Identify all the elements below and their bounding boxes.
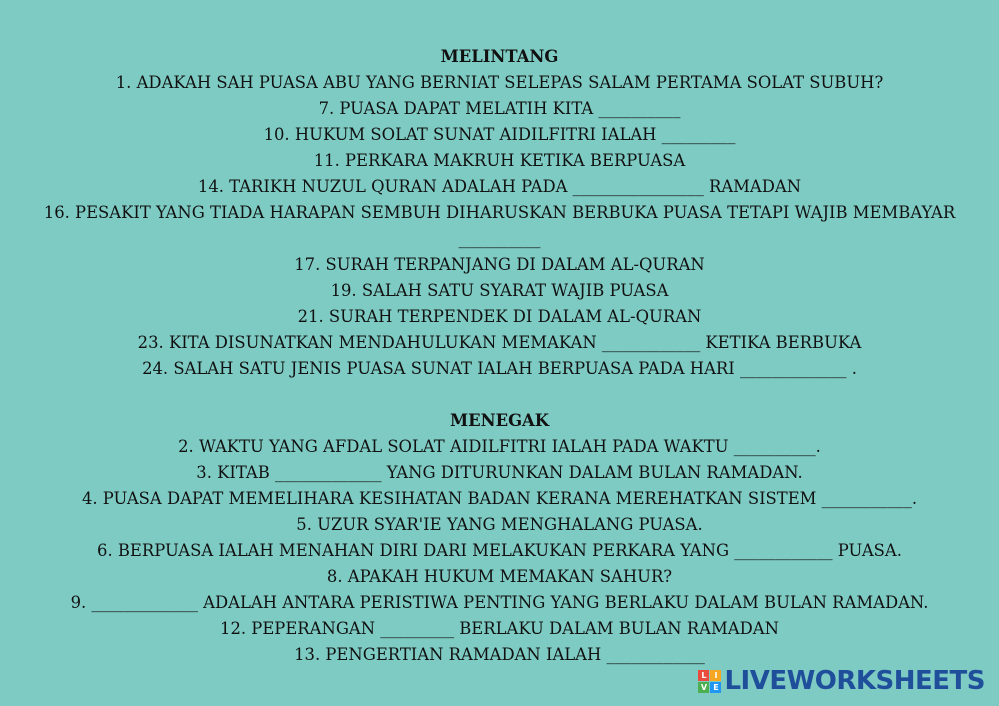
menegak-clue: 12. PEPERANGAN _________ BERLAKU DALAM BULAN RAMADAN xyxy=(220,619,779,638)
menegak-clue: 5. UZUR SYAR'IE YANG MENGHALANG PUASA. xyxy=(296,515,703,534)
menegak-clue: 4. PUASA DAPAT MEMELIHARA KESIHATAN BADAN KERANA MEREHATKAN SISTEM ___________. xyxy=(81,489,918,508)
liveworksheets-logo xyxy=(698,666,985,696)
melintang-clue: 16. PESAKIT YANG TIADA HARAPAN SEMBUH DIHARUSKAN BERBUKA PUASA TETAPI WAJIB MEMBAYAR xyxy=(43,203,956,222)
menegak-clue: 3. KITAB _____________ YANG DITURUNKAN DALAM BULAN RAMADAN. xyxy=(196,463,803,482)
melintang-clue: 11. PERKARA MAKRUH KETIKA BERPUASA xyxy=(313,151,686,170)
section-spacer xyxy=(0,382,999,408)
melintang-clue: 10. HUKUM SOLAT SUNAT AIDILFITRI IALAH _________ xyxy=(263,125,736,144)
logo-block: L xyxy=(698,670,709,681)
menegak-clue: 13. PENGERTIAN RAMADAN IALAH ____________ xyxy=(294,645,705,664)
menegak-clue: 2. WAKTU YANG AFDAL SOLAT AIDILFITRI IALAH PADA WAKTU __________. xyxy=(178,437,821,456)
logo-block: I xyxy=(710,670,721,681)
melintang-clue: 19. SALAH SATU SYARAT WAJIB PUASA xyxy=(330,281,669,300)
melintang-clue: 1. ADAKAH SAH PUASA ABU YANG BERNIAT SELEPAS SALAM PERTAMA SOLAT SUBUH? xyxy=(115,73,884,92)
menegak-clue: 9. _____________ ADALAH ANTARA PERISTIWA PENTING YANG BERLAKU DALAM BULAN RAMADAN. xyxy=(70,593,929,612)
melintang-clue: 21. SURAH TERPENDEK DI DALAM AL-QURAN xyxy=(297,307,702,326)
melintang-clue: 23. KITA DISUNATKAN MENDAHULUKAN MEMAKAN ____________ KETIKA BERBUKA xyxy=(137,333,862,352)
worksheet xyxy=(0,44,999,668)
logo-block: V xyxy=(698,682,709,693)
logo-text: LIVEWORKSHEETS xyxy=(724,666,985,696)
melintang-clue: 24. SALAH SATU JENIS PUASA SUNAT IALAH BERPUASA PADA HARI _____________ . xyxy=(142,359,857,378)
melintang-heading: MELINTANG xyxy=(440,47,559,66)
melintang-clue: 7. PUASA DAPAT MELATIH KITA __________ xyxy=(318,99,681,118)
melintang-clue: 14. TARIKH NUZUL QURAN ADALAH PADA ________________ RAMADAN xyxy=(197,177,802,196)
melintang-clue: 17. SURAH TERPANJANG DI DALAM AL-QURAN xyxy=(294,255,705,274)
live-blocks-icon xyxy=(698,670,721,693)
menegak-heading: MENEGAK xyxy=(449,411,550,430)
menegak-clue: 8. APAKAH HUKUM MEMAKAN SAHUR? xyxy=(326,567,673,586)
logo-block: E xyxy=(710,682,721,693)
melintang-clue-continuation: __________ xyxy=(458,229,541,248)
menegak-clue: 6. BERPUASA IALAH MENAHAN DIRI DARI MELAKUKAN PERKARA YANG ____________ PUASA. xyxy=(97,541,902,560)
